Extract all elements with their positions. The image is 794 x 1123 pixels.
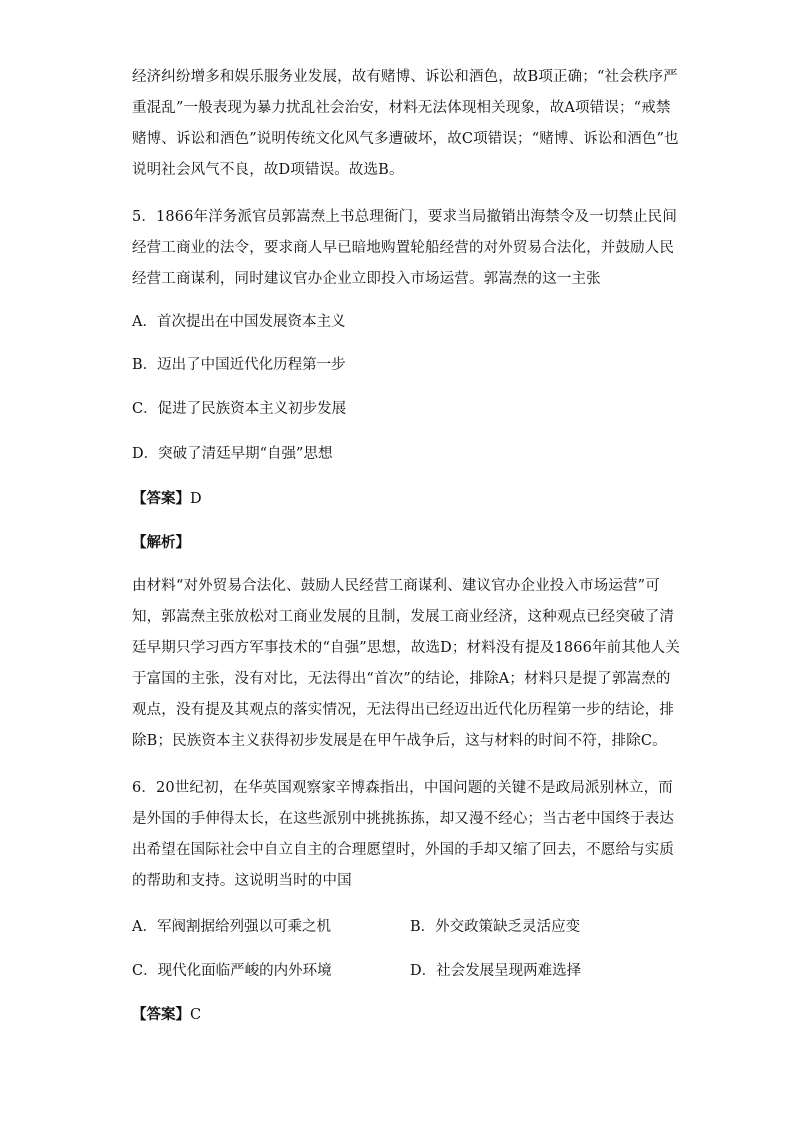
q5-analysis-label: 【解析】 bbox=[132, 534, 190, 551]
text-line: 6．20世纪初，在华英国观察家辛博森指出，中国问题的关键不是政局派别林立，而 bbox=[132, 780, 673, 796]
answer-label: 【答案】 bbox=[132, 1006, 190, 1023]
q5-option-a: A．首次提出在中国发展资本主义 bbox=[132, 314, 346, 330]
question-5-stem bbox=[132, 202, 677, 295]
text-line: 5．1866年洋务派官员郭嵩焘上书总理衙门，要求当局撤销出海禁令及一切禁止民间 bbox=[132, 209, 677, 225]
q6-answer bbox=[132, 1004, 201, 1026]
q5-option-c: C．促进了民族资本主义初步发展 bbox=[132, 401, 347, 417]
previous-explanation bbox=[132, 62, 679, 186]
q6-option-c: C．现代化面临严峻的内外环境 bbox=[132, 963, 332, 979]
text-line: 观点，没有提及其观点的落实情况，无法得出已经迈出近代化历程第一步的结论，排 bbox=[132, 702, 675, 718]
text-line: 知，郭嵩焘主张放松对工商业发展的且制，发展工商业经济，这种观点已经突破了清 bbox=[132, 609, 675, 625]
text-line: 经营工商业的法令，要求商人早已暗地购置轮船经营的对外贸易合法化，并鼓励人民 bbox=[132, 240, 675, 256]
q6-option-a: A．军阀割据给列强以可乘之机 bbox=[132, 919, 331, 935]
text-line: 廷早期只学习西方军事技术的“自强”思想，故选D；材料没有提及1866年前其他人关 bbox=[132, 640, 680, 656]
q5-answer bbox=[132, 488, 202, 510]
text-line: 重混乱”一般表现为暴力扰乱社会治安，材料无法体现相关现象，故A项错误；“戒禁 bbox=[132, 100, 671, 116]
text-line: 由材料“对外贸易合法化、鼓励人民经营工商谋利、建议官办企业投入市场运营”可 bbox=[132, 578, 660, 594]
text-line: 出希望在国际社会中自立自主的合理愿望时，外国的手却又缩了回去，不愿给与实质 bbox=[132, 842, 675, 858]
q6-option-b: B．外交政策缺乏灵活应变 bbox=[410, 919, 581, 935]
text-line: 是外国的手伸得太长，在这些派别中挑挑拣拣，却又漫不经心；当古老中国终于表达 bbox=[132, 811, 675, 827]
text-line: 的帮助和支持。这说明当时的中国 bbox=[132, 873, 352, 889]
answer-value: C bbox=[190, 1007, 202, 1023]
answer-value: D bbox=[190, 491, 202, 507]
text-line: 说明社会风气不良，故D项错误。故选B。 bbox=[132, 162, 404, 178]
q6-option-d: D．社会发展呈现两难选择 bbox=[410, 963, 582, 979]
text-line: 经济纠纷增多和娱乐服务业发展，故有赌博、诉讼和酒色，故B项正确；“社会秩序严 bbox=[132, 69, 678, 85]
q5-option-b: B．迈出了中国近代化历程第一步 bbox=[132, 357, 346, 373]
answer-label: 【答案】 bbox=[132, 490, 190, 507]
question-6-stem bbox=[132, 773, 675, 897]
text-line: 除B；民族资本主义获得初步发展是在甲午战争后，这与材料的时间不符，排除C。 bbox=[132, 733, 667, 749]
text-line: 于富国的主张，没有对比，无法得出“首次”的结论，排除A；材料只是提了郭嵩焘的 bbox=[132, 671, 671, 687]
text-line: 经营工商谋利，同时建议官办企业立即投入市场运营。郭嵩焘的这一主张 bbox=[132, 271, 601, 287]
question-5-analysis bbox=[132, 571, 680, 757]
text-line: 赌博、诉讼和酒色”说明传统文化风气多遭破坏，故C项错误；“赌博、诉讼和酒色”也 bbox=[132, 131, 679, 147]
q5-option-d: D．突破了清廷早期“自强”思想 bbox=[132, 446, 333, 462]
